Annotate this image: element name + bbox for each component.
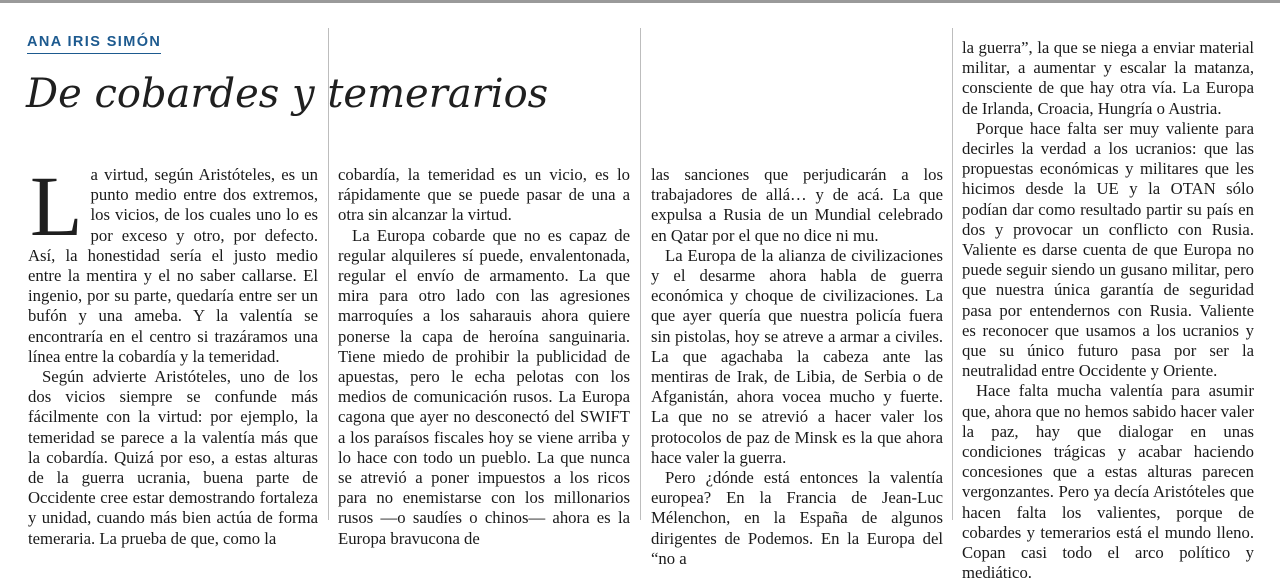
article-column-3 bbox=[651, 165, 943, 569]
article-paragraph: La Europa cobarde que no es capaz de regular alquileres sí puede, envalentonada, regular el envío de armamento. La que mira para otro lado con las agresiones marroquíes a los saharauis ahora quiere ponerse la capa de heroína sanguinaria. Tiene miedo de prohibir la publicidad de apuestas, pero le echa pelotas con los medios de comunicación rusos. La Europa cagona que ayer no desconectó del SWIFT a los paraísos fiscales hoy se viene arriba y lo hace con todo un pueblo. La que nunca se atrevió a poner impuestos a los ricos para no enemistarse con los millonarios rusos —o saudíes o chinos— ahora es la Europa bravucona de bbox=[338, 225, 630, 548]
article-column-2 bbox=[338, 165, 630, 549]
article-paragraph: La Europa de la alianza de civilizaciones y el desarme ahora habla de guerra económica y choque de civilizaciones. La que ayer quería que nuestra policía fuera sin pistolas, hoy se atreve a armar a civiles. La que agachaba la cabeza ante las mentiras de Irak, de Libia, de Serbia o de Afganistán, ahora vocea mucho y fuerte. La que no se atrevió a hacer valer los protocolos de paz de Minsk es la que ahora hace valer la guerra. bbox=[651, 245, 943, 467]
article-paragraph: Según advierte Aristóteles, uno de los dos vicios siempre se confunde más fácilmente con la virtud: por ejemplo, la temeridad se parece a la valentía más que la cobardía. Quizá por eso, a estas alturas de la guerra ucrania, buena parte de Occidente cree estar demostrando fortaleza y unidad, cuando más bien actúa de forma temeraria. La prueba de que, como la bbox=[28, 367, 318, 548]
column-divider bbox=[952, 28, 953, 520]
top-rule bbox=[0, 0, 1280, 3]
drop-cap: L bbox=[30, 158, 83, 254]
article-paragraph: Porque hace falta ser muy valiente para decirles la verdad a los ucranios: que las propuestas económicas y militares que les hicimos desde la UE y la OTAN sólo podían dar como resultado partir su país en dos y provocar un conflicto con Rusia. Valiente es darse cuenta de que Europa no puede seguir siendo un gusano militar, pero que nuestra única garantía de seguridad pasa por entendernos con Rusia. Valiente es reconocer que usamos a los ucranios y que su único futuro pasa por ser la neutralidad entre Occidente y Oriente. bbox=[962, 118, 1254, 381]
article-paragraph: la guerra”, la que se niega a enviar material militar, a aumentar y escalar la matanza, consciente de que hay otra vía. La Europa de Irlanda, Croacia, Hungría o Austria. bbox=[962, 38, 1254, 118]
article-paragraph: Pero ¿dónde está entonces la valentía europea? En la Francia de Jean-Luc Mélenchon, en la España de algunos dirigentes de Podemos. En la Europa del “no a bbox=[651, 468, 943, 568]
column-divider bbox=[640, 28, 641, 520]
article-paragraph: las sanciones que perjudicarán a los trabajadores de allá… y de acá. La que expulsa a Rusia de un Mundial celebrado en Qatar por el que no dice ni mu. bbox=[651, 165, 943, 245]
author-byline: ANA IRIS SIMÓN bbox=[27, 34, 161, 54]
article-paragraph: Hace falta mucha valentía para asumir que, ahora que no hemos sabido hacer valer la paz, hay que dialogar en unas condiciones trágicas y acabar haciendo concesiones que a estas alturas parecen vergonzantes. Pero ya decía Aristóteles que hacen falta los valientes, porque de cobardes y temerarios está el mundo lleno. Copan casi todo el arco político y mediático. bbox=[962, 381, 1254, 583]
article-paragraph: La virtud, según Aristóteles, es un punto medio entre dos extremos, los vicios, de los cuales uno lo es por exceso y otro, por defecto. Así, la honestidad sería el justo medio entre la mentira y el no saber callarse. El ingenio, por su parte, quedaría entre ser un bufón y una ameba. Y la valentía se encontraría en el centro si trazáramos una línea entre la cobardía y la temeridad. bbox=[28, 158, 318, 366]
article-headline: De cobardes y temerarios bbox=[26, 71, 549, 117]
article-paragraph: cobardía, la temeridad es un vicio, es lo rápidamente que se puede pasar de una a otra sin alcanzar la virtud. bbox=[338, 165, 630, 225]
article-column-4 bbox=[962, 38, 1254, 583]
article-column-1 bbox=[28, 158, 318, 549]
